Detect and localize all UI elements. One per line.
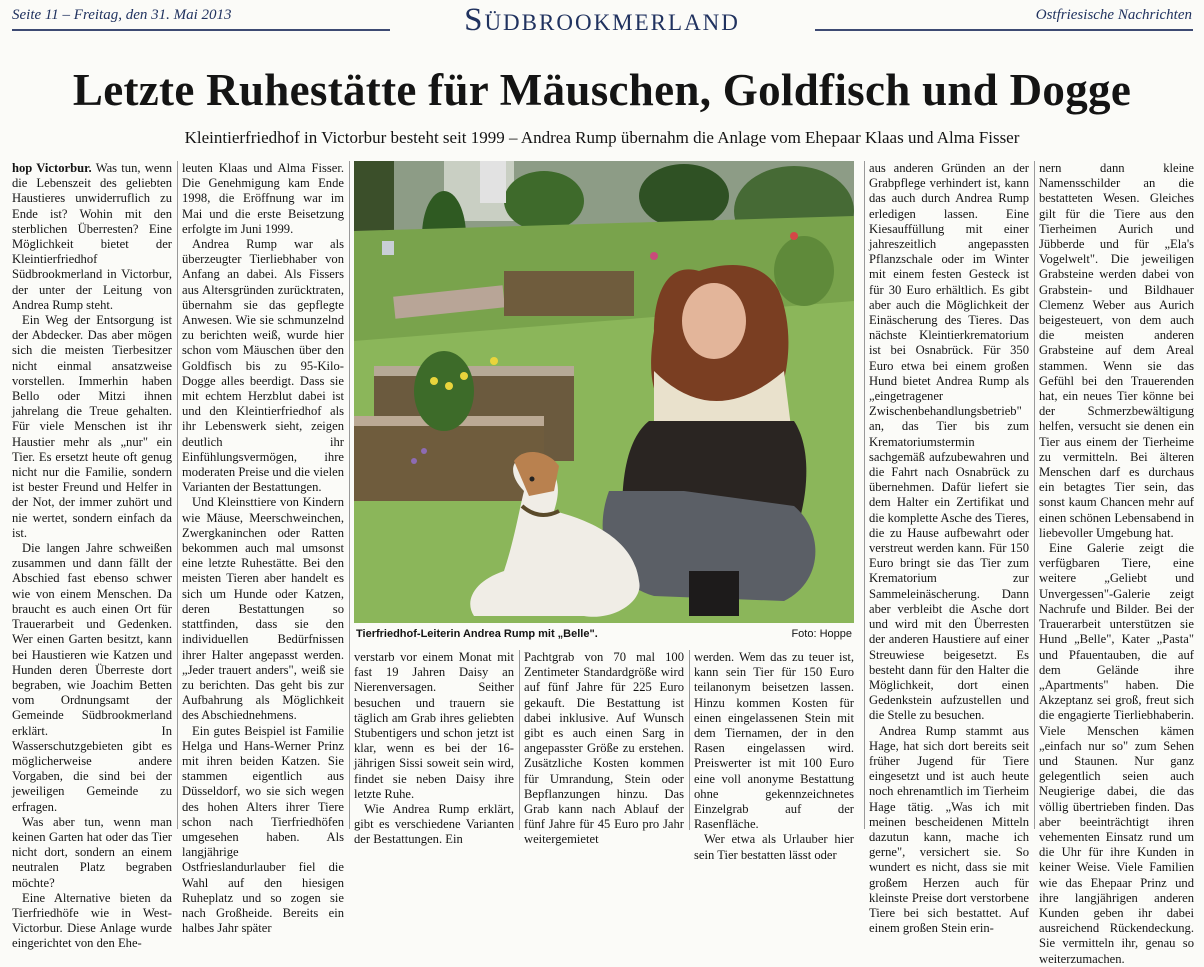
page-date-line: Seite 11 – Freitag, den 31. Mai 2013	[12, 7, 232, 23]
newspaper-name: Ostfriesische Nachrichten	[1035, 7, 1192, 23]
paragraph: verstarb vor einem Monat mit fast 19 Jahren Daisy an Nierenversagen. Seither besuchen und trauern sie täglich am Grab ihres geliebten Stubentigers und schon jetzt ist klar, wenn es bei der 16-jährigen Sissi soweit sein wird, findet sie neben Daisy ihre letzte Ruhe.	[354, 650, 514, 801]
article-column-7	[694, 650, 854, 862]
section-title: Südbrookmerland	[464, 2, 740, 38]
article-headline: Letzte Ruhestätte für Mäuschen, Goldfisch und Dogge	[72, 65, 1132, 115]
column-divider	[177, 161, 178, 829]
column-divider	[1034, 161, 1035, 829]
paragraph: Und Kleinsttiere von Kindern wie Mäuse, Meerschweinchen, Zwergkaninchen oder Ratten bekommen auch mal umsonst eine letzte Ruhestätte. Bei den meisten Tieren aber handelt es sich um Hunde oder Katzen, deren Bestattungen so stattfinden, dass sie den individuellen Bedürfnissen ihrer Halter angepasst werden. „Jeder trauert anders", weiß sie zu berichten. Das geht bis zur Aufbahrung als Möglichkeit des Abschiednehmens.	[182, 495, 344, 723]
paragraph: leuten Klaas und Alma Fisser. Die Genehmigung kam Ende 1998, die Eröffnung war im Mai und die erste Beisetzung erfolgte im Juni 1999.	[182, 161, 344, 236]
column-divider	[349, 161, 350, 829]
article-column-4	[524, 650, 684, 847]
paragraph: Andrea Rump war als überzeugter Tierliebhaber von Anfang an dabei. Als Fissers aus Altersgründen zurücktraten, übernahm sie das gepflegte Anwesen. Wie sie schmunzelnd zu berichten weiß, wurde hier schon vom Mäuschen über den Goldfisch bis zu 95-Kilo-Dogge alles beerdigt. Dass sie mit echtem Herzblut dabei ist und den Kleintierfriedhof als ihr Lebenswerk sieht, zeigen deutlich ihr Einfühlungsvermögen, ihre moderaten Preise und die vielen Varianten der Bestattungen.	[182, 237, 344, 495]
paragraph: Eine Alternative bieten da Tierfriedhöfe wie in West-Victorbur. Diese Anlage wurde eingerichtet von den Ehe-	[12, 890, 172, 951]
photo-caption-bar	[354, 626, 854, 642]
paragraph: Andrea Rump stammt aus Hage, hat sich dort bereits seit früher Jugend für Tiere eingesetzt und ist auch heute noch ehrenamtlich im Tierheim Hage tätig. „Was ich mit meinen bescheidenen Mitteln dazutun kann, mache ich gerne", versichert sie. So wundert es nicht, dass sie mit großem Herzen auch für kleinste Preise dort verstorbene Tiere bei sich bestattet. Auf einem großen Stein erin-	[869, 723, 1029, 936]
article-column-1	[12, 161, 173, 951]
article-column-6	[1039, 161, 1194, 966]
article-column-2	[182, 161, 344, 936]
photo-woman-with-dog	[354, 161, 854, 623]
paragraph: werden. Wem das zu teuer ist, kann sein Tier für 150 Euro teilanonym beisetzen lassen. Hinzu kommen Kosten für einen eingelassenen Stein mit dem Tiernamen, der in den Rasen eingelassen wird. Preiswerter ist mit 100 Euro eine voll anonyme Bestattung ohne gekennzeichnetes Einzelgrab auf der Rasenfläche.	[694, 650, 854, 832]
article-subheadline: Kleintierfriedhof in Victorbur besteht seit 1999 – Andrea Rump übernahm die Anlage vom Ehepaar Klaas und Alma Fisser	[184, 128, 1020, 147]
paragraph: Die langen Jahre schweißen zusammen und dann fällt der Abschied fast ebenso schwer wie von einem Menschen. Da braucht es auch einen Ort für Trauerarbeit und Gedenken. Wer einen Garten besitzt, kann bei Haustieren wie Katzen und Hunden deren Überreste dort begraben, wie Joachim Betten vom Ordnungsamt der Gemeinde Südbrookmerland erklärt. In Wasserschutzgebieten gibt es möglicherweise andere Vorgaben, die sind bei der jeweiligen Gemeinde zu erfragen.	[12, 541, 172, 814]
column-divider	[689, 650, 690, 830]
paragraph: Pachtgrab von 70 mal 100 Zentimeter Standardgröße wird auf fünf Jahre für 225 Euro gekauft. Die Bestattung ist dabei inklusive. Auf Wunsch gibt es auch einen Sarg in angepasster Größe zu erstehen. Zusätzliche Kosten kommen für Umrandung, Stein oder Bepflanzungen hinzu. Das Grab kann nach Ablauf der fünf Jahre für 45 Euro pro Jahr weitergemietet	[524, 650, 684, 847]
column-divider	[519, 650, 520, 830]
paragraph: Ein Weg der Entsorgung ist der Abdecker. Das aber mögen sich die meisten Tierbesitzer nicht einmal ansatzweise vorstellen. Immerhin haben Bello oder Mitzi ihnen jahrelang die Treue gehalten. Für viele Menschen ist ihr Haustier mehr als „nur" ein Tier. Es ersetzt heute oft genug nicht nur die Familie, sondern ist bester Freund und Helfer in der Not, der immer zuhört und nie wertet, sondern einfach da ist.	[12, 313, 172, 540]
article-column-5	[869, 161, 1029, 936]
paragraph: aus anderen Gründen an der Grabpflege verhindert ist, kann das auch durch Andrea Rump erledigen lassen. Eine Kiesauffüllung mit einer jahreszeitlich angepassten Pflanzschale oder im Winter mit einem festen Gesteck ist für 30 Euro erhältlich. Es gibt aber auch die Möglichkeit der Einäscherung des Tieres. Das nächste Kleintierkrematorium ist bei Osnabrück. Für 350 Euro etwa bei einem großen Hund bietet Andrea Rump als „eingetragener Zwischenbehandlungsbetrieb" an, das Tier bis zum Krematoriumstermin sachgemäß aufzubewahren und die Fahrt nach Osnabrück zu übernehmen. Dafür liefert sie dem Halter ein Zertifikat und die komplette Asche des Tieres, die zu Hause aufbewahrt oder verstreut werden kann. Für 150 Euro bringt sie das Tier zum Krematorium zur Sammeleinäscherung. Dann aber verbleibt die Asche dort und wird mit den Überresten der anderen Haustiere auf einer Streuwiese beigesetzt. Es besteht dann für den Halter die Möglichkeit, dort einen Gedenkstein aufzustellen und die Stelle zu besuchen.	[869, 161, 1029, 723]
masthead	[0, 0, 1204, 44]
dateline: hop Victorbur.	[12, 161, 92, 175]
paragraph: Was aber tun, wenn man keinen Garten hat oder das Tier nicht dort, sondern an einem neutralen Platz begraben möchte?	[12, 814, 172, 890]
article-photo	[354, 161, 854, 623]
column-divider	[864, 161, 865, 829]
photo-credit: Foto: Hoppe	[791, 628, 852, 640]
article-column-3	[354, 650, 514, 847]
paragraph	[12, 161, 172, 313]
paragraph-text: Was tun, wenn die Lebenszeit des geliebten Haustieres unwiderruflich zu Ende ist? Wohin mit den sterblichen Überresten? Eine Möglichkeit bietet der Kleintierfriedhof Südbrookmerland in Victorbur, der unter der Leitung von Andrea Rump steht.	[12, 161, 173, 312]
paragraph: Ein gutes Beispiel ist Familie Helga und Hans-Werner Prinz mit ihren beiden Katzen. Sie stammen eigentlich aus Düsseldorf, wo sie sich wegen des hohen Alters ihrer Tiere schon nach Tierfriedhöfen umgesehen haben. Als langjährige Ostfrieslandurlauber fiel die Wahl auf den hiesigen Ruheplatz und so zogen sie nach Großheide. Bereits ein halbes Jahr später	[182, 723, 344, 936]
paragraph: Eine Galerie zeigt die verfügbaren Tiere, eine weitere „Geliebt und Unvergessen"-Galerie zeigt Nachrufe und Bilder. Bei der Trauerarbeit unterstützen sie Hund „Belle", Kater „Pasta" und Pfauentauben, die auf dem Gelände ihre „Apartments" haben. Die Akzeptanz sei groß, freut sich die engagierte Tierliebhaberin. Viele Menschen kämen „einfach nur so" zum Sehen und Staunen. Nur ganz gelegentlich seien auch Neugierige dabei, die das völlig übertrieben finden. Das aber beeinträchtigt ihren vehementen Einsatz rund um die Uhr für ihre Kunden in keiner Weise. Viele Familien wie das Ehepaar Prinz und ihre langjährigen anderen Kunden geben ihr dabei ausreichend Rückendeckung. Sie vermitteln ihr, genau so weiterzumachen.	[1039, 541, 1194, 966]
paragraph: Wer etwa als Urlauber hier sein Tier bestatten lässt oder	[694, 832, 854, 862]
paragraph: nern dann kleine Namensschilder an die bestatteten Wesen. Gleiches gilt für die Tiere aus den Tierheimen Aurich und Jübberde und für „Ela's Vogelwelt". Die jeweiligen Grabsteine werden dabei von Grabstein- und Bildhauer Clemenz Weber aus Aurich beigesteuert, von dem auch die meisten anderen Grabsteine auf dem Areal stammen. Wenn sie das Gefühl bei den Trauerenden hat, ein neues Tier könne bei der Schmerzbewältigung helfen, versucht sie denen ein Tier aus einem der Tierheime zu vermitteln. Bei älteren Menschen darf es durchaus ein betagtes Tier sein, das sonst kaum Chancen mehr auf einen schönen Lebensabend in liebevoller Umgebung hat.	[1039, 161, 1194, 540]
photo-caption: Tierfriedhof-Leiterin Andrea Rump mit „Belle".	[356, 628, 598, 640]
paragraph: Wie Andrea Rump erklärt, gibt es verschiedene Varianten der Bestattungen. Ein	[354, 802, 514, 847]
